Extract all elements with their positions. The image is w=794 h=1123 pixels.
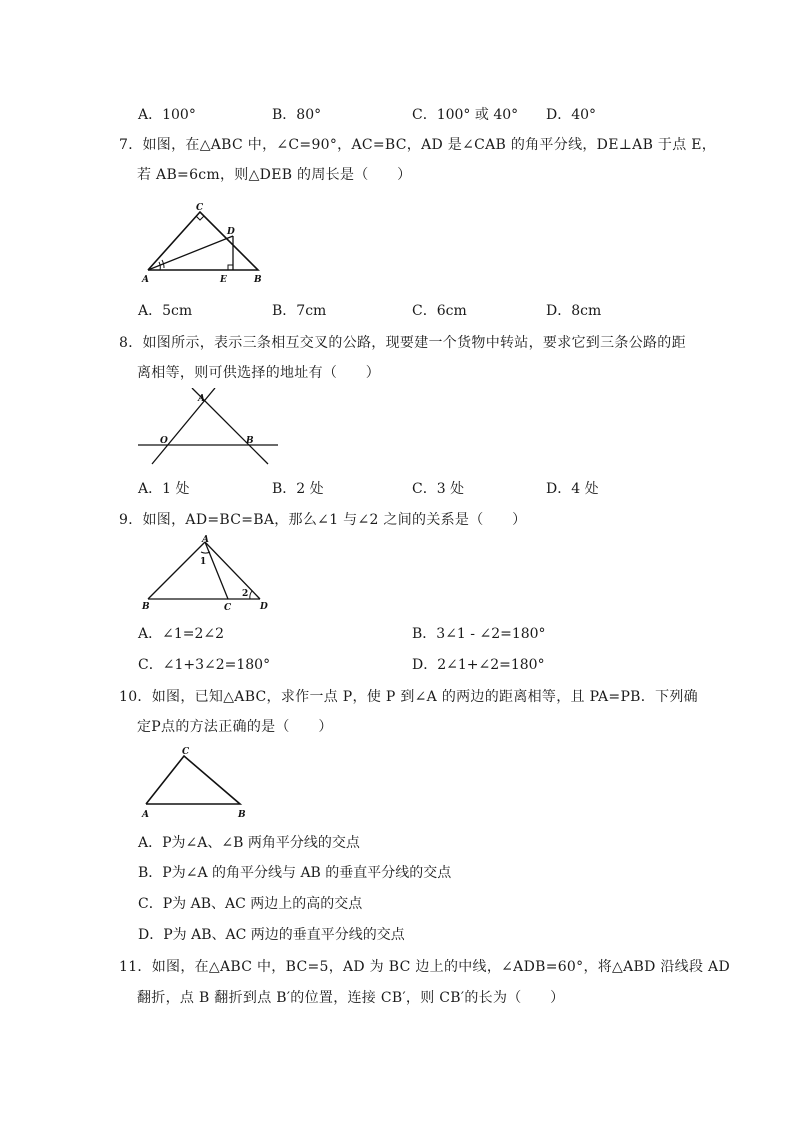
q10-option-c: C．P为 AB、AC 两边上的高的交点 [138, 896, 363, 912]
q9-option-b: B．3∠1 - ∠2=180° [412, 626, 546, 642]
q7-option-b: B．7cm [272, 303, 327, 319]
q9-label-c: C [224, 603, 232, 613]
q7-label-a: A [142, 275, 149, 285]
q7-label-c: C [196, 203, 204, 213]
q8-label-o: O [160, 436, 168, 446]
q8-option-d: D．4 处 [546, 481, 599, 497]
q10-text-line1: 10．如图，已知△ABC，求作一点 P，使 P 到∠A 的两边的距离相等，且 PA=PB．下列确 [119, 689, 698, 705]
q11-text-line1: 11．如图，在△ABC 中，BC=5，AD 为 BC 边上的中线，∠ADB=60°，将△ABD 沿线段 AD [119, 959, 730, 975]
q7-label-e: E [220, 275, 227, 285]
q8-option-b: B．2 处 [272, 481, 324, 497]
q11-text-line2: 翻折，点 B 翻折到点 B′的位置，连接 CB′，则 CB′的长为（ ） [137, 990, 565, 1006]
q8-text-line2: 离相等，则可供选择的地址有（ ） [137, 365, 381, 381]
q6-option-c: C．100° 或 40° [412, 107, 519, 123]
q7-option-a: A．5cm [138, 303, 193, 319]
q9-label-1: 1 [200, 557, 207, 567]
q9-option-c: C．∠1+3∠2=180° [138, 657, 271, 673]
q10-label-a: A [142, 810, 149, 820]
q10-figure [140, 742, 252, 822]
q7-figure [138, 198, 278, 286]
q9-option-d: D．2∠1+∠2=180° [412, 657, 545, 673]
q7-text-line1: 7．如图，在△ABC 中，∠C=90°，AC=BC，AD 是∠CAB 的角平分线，DE⊥AB 于点 E， [119, 137, 717, 153]
q7-label-b: B [254, 275, 262, 285]
q6-option-d: D．40° [546, 107, 597, 123]
q7-option-c: C．6cm [412, 303, 467, 319]
q10-text-line2: 定P点的方法正确的是（ ） [137, 719, 333, 735]
q8-option-a: A．1 处 [138, 481, 190, 497]
q7-text-line2: 若 AB=6cm，则△DEB 的周长是（ ） [137, 167, 412, 183]
q6-option-a: A．100° [138, 107, 196, 123]
q8-label-b: B [246, 436, 254, 446]
q9-option-a: A．∠1=2∠2 [138, 626, 225, 642]
q8-label-a: A [198, 394, 205, 404]
q8-figure [138, 388, 282, 468]
q10-option-d: D．P为 AB、AC 两边的垂直平分线的交点 [138, 927, 405, 943]
q9-text-line1: 9．如图，AD=BC=BA，那么∠1 与∠2 之间的关系是（ ） [119, 512, 527, 528]
q6-option-b: B．80° [272, 107, 322, 123]
q9-label-d: D [260, 602, 268, 612]
q9-label-2: 2 [242, 589, 249, 599]
q7-option-d: D．8cm [546, 303, 602, 319]
q8-text-line1: 8．如图所示，表示三条相互交叉的公路，现要建一个货物中转站，要求它到三条公路的距 [119, 335, 686, 351]
q9-figure [140, 534, 274, 614]
q10-label-b: B [238, 810, 246, 820]
q10-option-b: B．P为∠A 的角平分线与 AB 的垂直平分线的交点 [138, 865, 452, 881]
q7-label-d: D [227, 227, 235, 237]
q9-label-a: A [202, 535, 209, 545]
q8-option-c: C．3 处 [412, 481, 465, 497]
q10-label-c: C [182, 747, 190, 757]
q10-option-a: A．P为∠A、∠B 两角平分线的交点 [138, 835, 360, 851]
q9-label-b: B [142, 602, 150, 612]
